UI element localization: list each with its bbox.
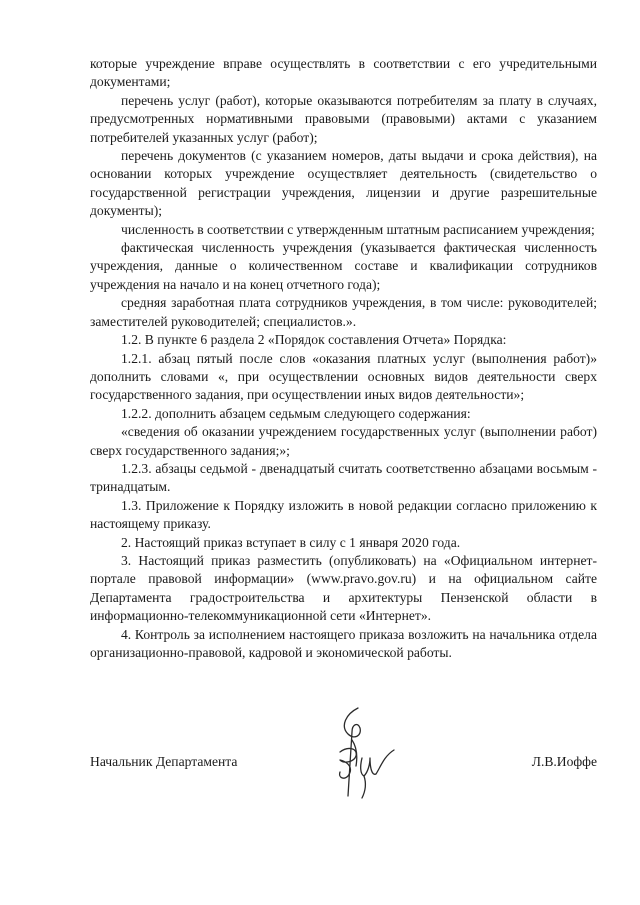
paragraph: 4. Контроль за исполнением настоящего приказа возложить на начальника отдела организационно-правовой, кадровой и экономической работы. <box>90 626 597 660</box>
paragraph: 1.2.2. дополнить абзацем седьмым следующего содержания: <box>121 405 471 421</box>
paragraph: 2. Настоящий приказ вступает в силу с 1 января 2020 года. <box>121 534 461 550</box>
paragraph: 1.2. В пункте 6 раздела 2 «Порядок составления Отчета» Порядка: <box>121 332 507 348</box>
paragraph: фактическая численность учреждения (указывается фактическая численность учреждения, данные о количественном составе и квалификации сотрудников учреждения на начало и на конец отчетного года); <box>90 240 597 292</box>
signatory-name: Л.В.Иоффе <box>531 754 597 769</box>
paragraph: перечень документов (с указанием номеров, даты выдачи и срока действия), на основании которых учреждение осуществляет деятельность (свидетельство о государственной регистрации учреждения, лицензии и другие разрешительные документы); <box>90 148 597 219</box>
paragraph: 3. Настоящий приказ разместить (опубликовать) на «Официальном интернет-портале правовой информации» (www.pravo.gov.ru) и на официальном сайте Департамента градостроительства и архитектуры Пензенской области в информационно-телекоммуникационной сети «Интернет». <box>90 552 597 624</box>
signature-block <box>90 753 597 773</box>
paragraph: 1.3. Приложение к Порядку изложить в новой редакции согласно приложению к настоящему приказу. <box>90 497 597 532</box>
paragraph: средняя заработная плата сотрудников учреждения, в том числе: руководителей; заместителей руководителей; специалистов.». <box>90 295 597 329</box>
paragraph: 1.2.1. абзац пятый после слов «оказания платных услуг (выполнения работ)» дополнить словами «, при осуществлении основных видов деятельности сверх государственного задания, при осуществлении иных видов деятельности»; <box>90 350 597 403</box>
document-body <box>90 55 597 662</box>
signatory-title: Начальник Департамента <box>90 754 238 769</box>
paragraph: перечень услуг (работ), которые оказываются потребителям за плату в случаях, предусмотренных нормативными правовыми (правовыми) актами с указанием потребителей указанных услуг (работ); <box>90 92 597 145</box>
paragraph: которые учреждение вправе осуществлять в соответствии с его учредительными документами; <box>90 56 597 90</box>
paragraph: 1.2.3. абзацы седьмой - двенадцатый считать соответственно абзацами восьмым - тринадцатым. <box>90 460 597 495</box>
paragraph: «сведения об оказании учреждением государственных услуг (выполнении работ) сверх государственного задания;»; <box>90 424 597 458</box>
paragraph: численность в соответствии с утвержденным штатным расписанием учреждения; <box>121 221 595 237</box>
